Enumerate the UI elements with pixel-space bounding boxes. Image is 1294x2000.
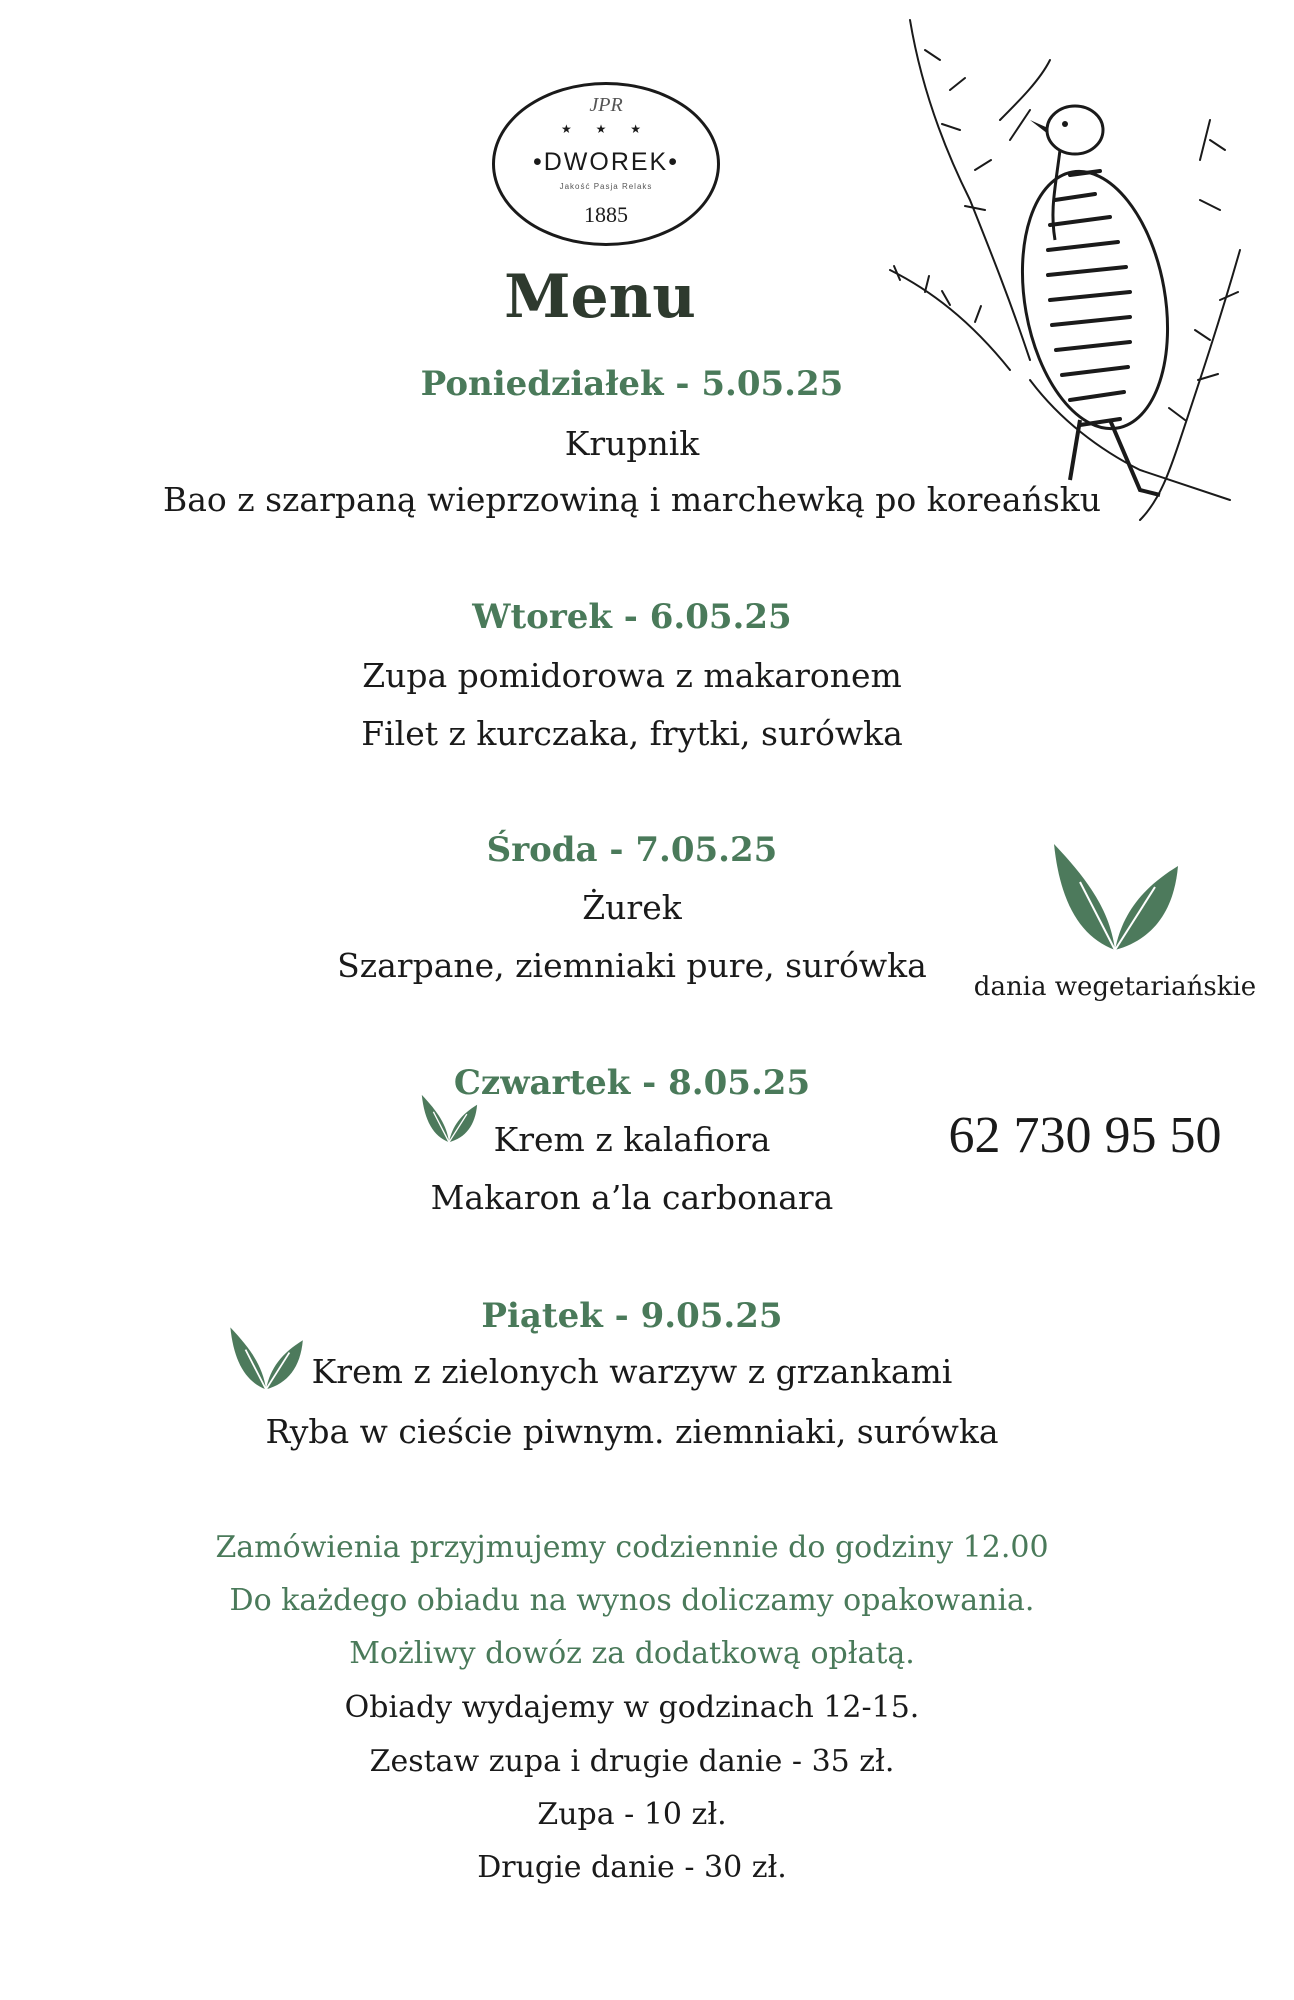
- note-set-price: Zestaw zupa i drugie danie - 35 zł.: [369, 1744, 895, 1779]
- note-soup-price: Zupa - 10 zł.: [537, 1797, 727, 1832]
- note-order-time: Zamówienia przyjmujemy codziennie do godziny 12.00: [215, 1530, 1049, 1565]
- dish-soup-friday: Krem z zielonych warzyw z grzankami: [311, 1352, 953, 1391]
- dish-soup-wednesday: Żurek: [582, 888, 682, 927]
- logo-year: 1885: [584, 202, 628, 227]
- logo-stars: ★ ★ ★: [561, 122, 651, 136]
- dish-main-monday: Bao z szarpaną wieprzowiną i marchewką po koreańsku: [162, 480, 1102, 519]
- logo-tagline: Jakość Pasja Relaks: [559, 182, 653, 191]
- menu-title: Menu: [504, 262, 696, 332]
- day-title-wednesday: Środa - 7.05.25: [486, 830, 778, 870]
- phone-number: 62 730 95 50: [948, 1107, 1222, 1164]
- dish-main-thursday: Makaron a’la carbonara: [430, 1178, 834, 1217]
- dish-main-wednesday: Szarpane, ziemniaki pure, surówka: [337, 946, 927, 985]
- dish-soup-monday: Krupnik: [564, 424, 700, 463]
- day-title-monday: Poniedziałek - 5.05.25: [420, 364, 844, 404]
- dish-main-tuesday: Filet z kurczaka, frytki, surówka: [361, 714, 903, 753]
- logo-monogram: JPR: [589, 94, 623, 116]
- note-packaging: Do każdego obiadu na wynos doliczamy opakowania.: [229, 1583, 1035, 1618]
- day-title-tuesday: Wtorek - 6.05.25: [472, 597, 792, 637]
- day-title-friday: Piątek - 9.05.25: [481, 1296, 783, 1336]
- leaf-icon: [1050, 842, 1180, 954]
- dish-soup-thursday: Krem z kalafiora: [493, 1120, 771, 1159]
- day-title-thursday: Czwartek - 8.05.25: [453, 1063, 811, 1103]
- dish-soup-tuesday: Zupa pomidorowa z makaronem: [362, 656, 902, 695]
- dish-main-friday: Ryba w cieście piwnym. ziemniaki, surówka: [265, 1412, 999, 1451]
- note-serving-hours: Obiady wydajemy w godzinach 12-15.: [344, 1690, 920, 1725]
- vegetarian-legend-label: dania wegetariańskie: [973, 972, 1257, 1002]
- logo-brand: •DWOREK•: [532, 148, 679, 176]
- note-delivery: Możliwy dowóz za dodatkową opłatą.: [349, 1636, 915, 1671]
- note-main-price: Drugie danie - 30 zł.: [477, 1850, 787, 1885]
- dworek-logo: [492, 82, 720, 246]
